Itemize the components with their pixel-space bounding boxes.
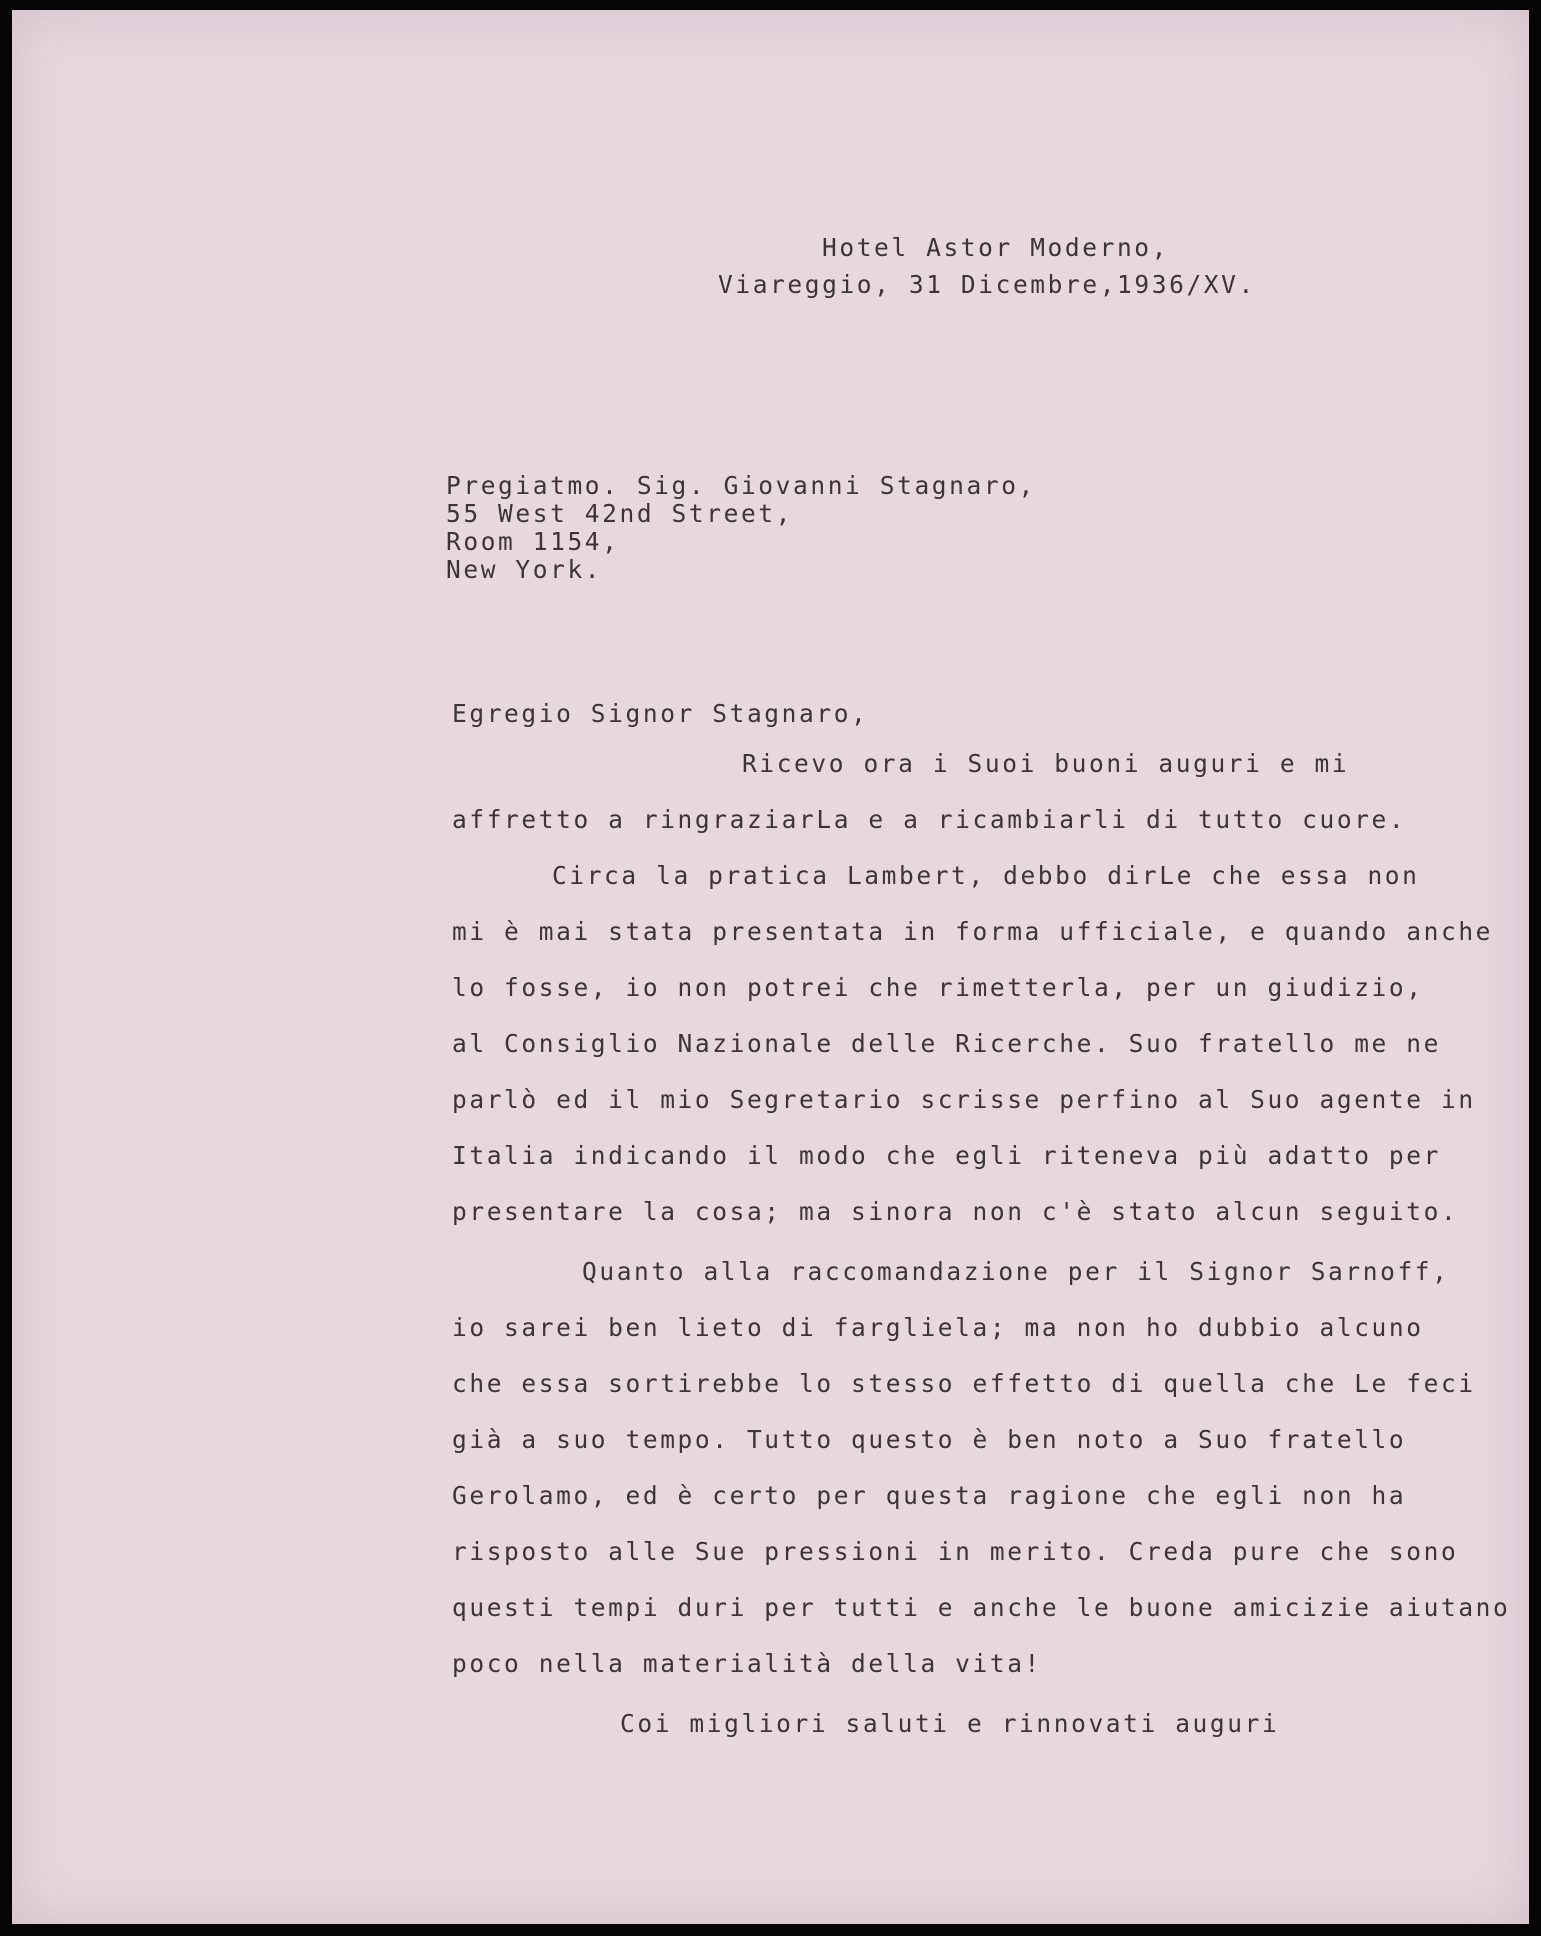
body-line: Quanto alla raccomandazione per il Signor Sarnoff, <box>582 1257 1450 1286</box>
body-line: al Consiglio Nazionale delle Ricerche. Suo fratello me ne <box>452 1029 1441 1058</box>
body-line: mi è mai stata presentata in forma ufficiale, e quando anche <box>452 917 1494 946</box>
body-line: Circa la pratica Lambert, debbo dirLe che essa non <box>552 861 1420 890</box>
recipient-street: 55 West 42nd Street, <box>446 499 794 528</box>
body-line: presentare la cosa; ma sinora non c'è stato alcun seguito. <box>452 1197 1459 1226</box>
body-line: questi tempi duri per tutti e anche le buone amicizie aiutano <box>452 1593 1511 1622</box>
body-line: già a suo tempo. Tutto questo è ben noto a Suo fratello <box>452 1425 1407 1454</box>
body-line: Ricevo ora i Suoi buoni auguri e mi <box>742 749 1350 778</box>
letter-page <box>12 10 1529 1924</box>
body-line: Gerolamo, ed è certo per questa ragione che egli non ha <box>452 1481 1407 1510</box>
body-line: lo fosse, io non potrei che rimetterla, per un giudizio, <box>452 973 1424 1002</box>
body-line: io sarei ben lieto di fargliela; ma non ho dubbio alcuno <box>452 1313 1424 1342</box>
closing-line: Coi migliori saluti e rinnovati auguri <box>620 1709 1280 1738</box>
recipient-name: Pregiatmo. Sig. Giovanni Stagnaro, <box>446 471 1036 500</box>
recipient-room: Room 1154, <box>446 527 620 556</box>
body-line: poco nella materialità della vita! <box>452 1649 1042 1678</box>
body-line: parlò ed il mio Segretario scrisse perfino al Suo agente in <box>452 1085 1476 1114</box>
body-line: risposto alle Sue pressioni in merito. Creda pure che sono <box>452 1537 1459 1566</box>
salutation: Egregio Signor Stagnaro, <box>452 699 869 728</box>
letter-date: Viareggio, 31 Dicembre,1936/XV. <box>718 270 1256 299</box>
body-line: che essa sortirebbe lo stesso effetto di quella che Le feci <box>452 1369 1476 1398</box>
body-line: affretto a ringraziarLa e a ricambiarli di tutto cuore. <box>452 805 1407 834</box>
body-line: Italia indicando il modo che egli riteneva più adatto per <box>452 1141 1441 1170</box>
recipient-city: New York. <box>446 555 603 584</box>
letterhead-hotel: Hotel Astor Moderno, <box>822 233 1170 262</box>
